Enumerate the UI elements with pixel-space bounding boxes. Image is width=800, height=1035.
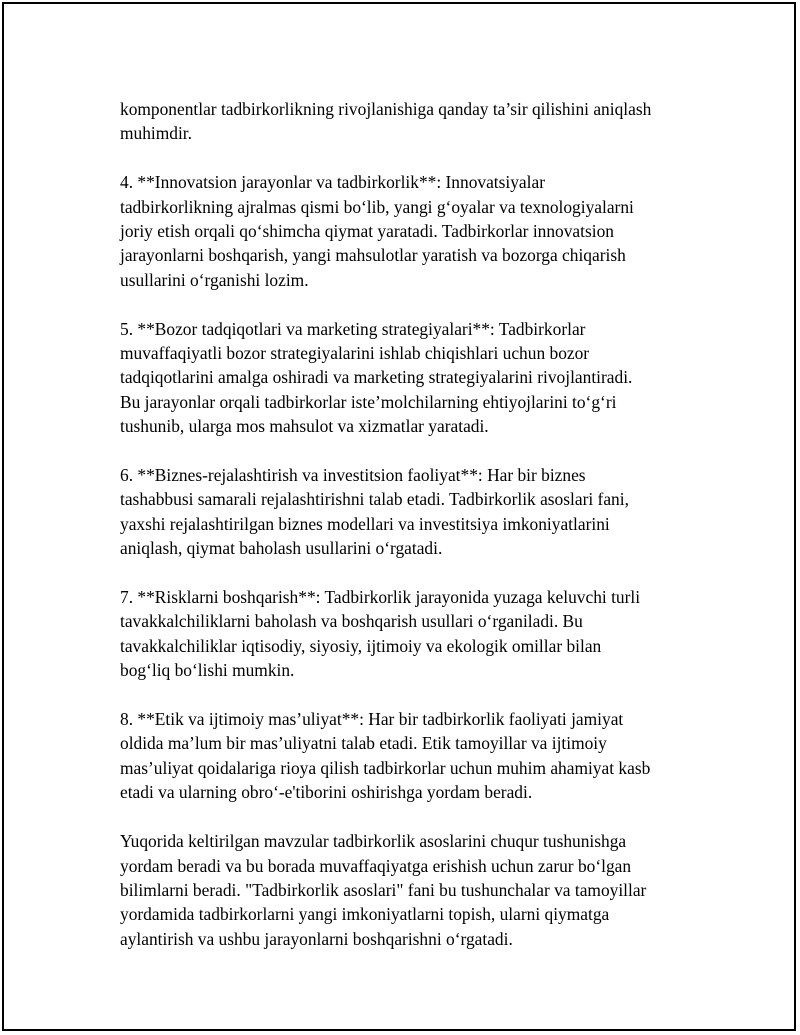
text-line: usullarini o‘rganishi lozim. [120, 269, 309, 290]
text-line: 7. **Risklarni boshqarish**: Tadbirkorlik jarayonida yuzaga keluvchi turli [120, 587, 641, 608]
text-line: joriy etish orqali qo‘shimcha qiymat yaratadi. Tadbirkorlar innovatsion [120, 221, 614, 242]
text-line: muvaffaqiyatli bozor strategiyalarini ishlab chiqishlari uchun bozor [120, 343, 590, 364]
text-line: yordamida tadbirkorlarni yangi imkoniyatlarni topish, ularni qiymatga [120, 904, 610, 925]
text-line: tavakkalchiliklarni baholash va boshqarish usullari o‘rganiladi. Bu [120, 611, 583, 632]
text-line: 5. **Bozor tadqiqotlari va marketing strategiyalari**: Tadbirkorlar [120, 318, 586, 339]
text-line: bilimlarni beradi. "Tadbirkorlik asoslari" fani bu tushunchalar va tamoyillar [120, 879, 647, 900]
text-line: tushunib, ularga mos mahsulot va xizmatlar yaratadi. [120, 416, 489, 437]
text-line: tashabbusi samarali rejalashtirishni talab etadi. Tadbirkorlik asoslari fani, [120, 489, 629, 510]
paragraph-conclusion [120, 829, 700, 951]
text-line: aniqlash, qiymat baholash usullarini o‘rgatadi. [120, 538, 443, 559]
text-line: 4. **Innovatsion jarayonlar va tadbirkorlik**: Innovatsiyalar [120, 172, 545, 193]
text-line: tadbirkorlikning ajralmas qismi bo‘lib, yangi g‘oyalar va texnologiyalarni [120, 196, 634, 217]
text-line: Bu jarayonlar orqali tadbirkorlar iste’molchilarning ehtiyojlarini to‘g‘ri [120, 391, 617, 412]
text-line: etadi va ularning obro‘-e'tiborini oshirishga yordam beradi. [120, 782, 533, 803]
text-line: 6. **Biznes-rejalashtirish va investitsion faoliyat**: Har bir biznes [120, 465, 586, 486]
document-body [120, 97, 700, 976]
text-line: komponentlar tadbirkorlikning rivojlanishiga qanday ta’sir qilishini aniqlash [120, 99, 652, 119]
text-line: bog‘liq bo‘lishi mumkin. [120, 660, 295, 681]
paragraph-intro-continuation [120, 97, 700, 146]
text-line: tavakkalchiliklar iqtisodiy, siyosiy, ijtimoiy va ekologik omillar bilan [120, 635, 602, 656]
paragraph-item-6 [120, 463, 700, 561]
paragraph-item-4 [120, 170, 700, 292]
paragraph-item-7 [120, 585, 700, 683]
text-line: yaxshi rejalashtirilgan biznes modellari va investitsiya imkoniyatlarini [120, 513, 610, 534]
text-line: Yuqorida keltirilgan mavzular tadbirkorlik asoslarini chuqur tushunishga [120, 831, 627, 852]
text-line: 8. **Etik va ijtimoiy mas’uliyat**: Har bir tadbirkorlik faoliyati jamiyat [120, 709, 624, 730]
paragraph-item-8 [120, 707, 700, 805]
text-line: yordam beradi va bu borada muvaffaqiyatga erishish uchun zarur bo‘lgan [120, 855, 632, 876]
text-line: tadqiqotlarini amalga oshiradi va marketing strategiyalarini rivojlantiradi. [120, 367, 633, 388]
page-frame [2, 2, 796, 1031]
text-line: mas’uliyat qoidalariga rioya qilish tadbirkorlar uchun muhim ahamiyat kasb [120, 757, 651, 778]
text-line: aylantirish va ushbu jarayonlarni boshqarishni o‘rgatadi. [120, 928, 513, 949]
text-line: jarayonlarni boshqarish, yangi mahsulotlar yaratish va bozorga chiqarish [120, 245, 626, 266]
text-line: oldida ma’lum bir mas’uliyatni talab etadi. Etik tamoyillar va ijtimoiy [120, 733, 607, 754]
paragraph-item-5 [120, 317, 700, 439]
text-line: muhimdir. [120, 123, 192, 144]
